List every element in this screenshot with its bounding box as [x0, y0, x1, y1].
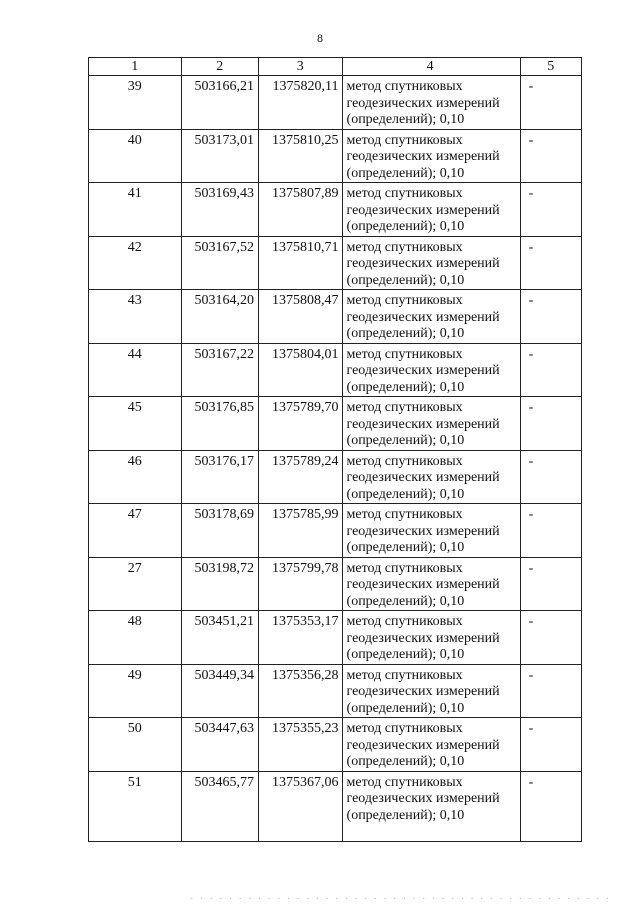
cell-point-number: 40 [89, 129, 182, 183]
header-row [89, 58, 582, 76]
cell-note: - [520, 290, 581, 344]
cell-coordinate-y: 1375355,23 [259, 718, 343, 772]
cell-method-accuracy: метод спутниковых геодезических измерений (определений); 0,10 [342, 129, 520, 183]
cell-method-accuracy: метод спутниковых геодезических измерений (определений); 0,10 [342, 718, 520, 772]
table-row [89, 236, 582, 290]
cell-coordinate-x: 503465,77 [181, 771, 258, 841]
cell-point-number: 46 [89, 450, 182, 504]
cell-coordinate-y: 1375820,11 [259, 76, 343, 130]
cell-coordinate-x: 503178,69 [181, 504, 258, 558]
cell-point-number: 47 [89, 504, 182, 558]
cell-coordinate-y: 1375808,47 [259, 290, 343, 344]
table-row [89, 343, 582, 397]
cell-method-accuracy: метод спутниковых геодезических измерений (определений); 0,10 [342, 771, 520, 841]
cell-point-number: 27 [89, 557, 182, 611]
bleed-through-text: ············································ [190, 893, 616, 905]
cell-coordinate-x: 503166,21 [181, 76, 258, 130]
cell-note: - [520, 343, 581, 397]
cell-coordinate-x: 503447,63 [181, 718, 258, 772]
cell-coordinate-y: 1375789,70 [259, 397, 343, 451]
cell-note: - [520, 611, 581, 665]
cell-coordinate-y: 1375810,71 [259, 236, 343, 290]
cell-coordinate-y: 1375810,25 [259, 129, 343, 183]
cell-method-accuracy: метод спутниковых геодезических измерений (определений); 0,10 [342, 290, 520, 344]
table-row [89, 611, 582, 665]
cell-note: - [520, 557, 581, 611]
cell-coordinate-y: 1375785,99 [259, 504, 343, 558]
cell-method-accuracy: метод спутниковых геодезических измерений (определений); 0,10 [342, 557, 520, 611]
cell-point-number: 42 [89, 236, 182, 290]
cell-method-accuracy: метод спутниковых геодезических измерений (определений); 0,10 [342, 236, 520, 290]
cell-note: - [520, 183, 581, 237]
cell-point-number: 39 [89, 76, 182, 130]
cell-coordinate-x: 503167,52 [181, 236, 258, 290]
coordinates-table [88, 57, 582, 842]
cell-note: - [520, 718, 581, 772]
cell-coordinate-y: 1375367,06 [259, 771, 343, 841]
cell-point-number: 43 [89, 290, 182, 344]
table-row [89, 183, 582, 237]
cell-method-accuracy: метод спутниковых геодезических измерений (определений); 0,10 [342, 397, 520, 451]
table-row [89, 718, 582, 772]
cell-method-accuracy: метод спутниковых геодезических измерений (определений); 0,10 [342, 450, 520, 504]
cell-note: - [520, 771, 581, 841]
cell-note: - [520, 504, 581, 558]
cell-point-number: 48 [89, 611, 182, 665]
header-col-2: 2 [181, 58, 258, 76]
cell-coordinate-x: 503449,34 [181, 664, 258, 718]
table-row [89, 76, 582, 130]
cell-coordinate-x: 503167,22 [181, 343, 258, 397]
cell-coordinate-y: 1375807,89 [259, 183, 343, 237]
cell-coordinate-x: 503164,20 [181, 290, 258, 344]
cell-coordinate-x: 503173,01 [181, 129, 258, 183]
cell-point-number: 45 [89, 397, 182, 451]
cell-coordinate-y: 1375799,78 [259, 557, 343, 611]
cell-coordinate-y: 1375804,01 [259, 343, 343, 397]
cell-method-accuracy: метод спутниковых геодезических измерений (определений); 0,10 [342, 183, 520, 237]
cell-note: - [520, 129, 581, 183]
cell-method-accuracy: метод спутниковых геодезических измерений (определений); 0,10 [342, 611, 520, 665]
cell-note: - [520, 397, 581, 451]
cell-method-accuracy: метод спутниковых геодезических измерений (определений); 0,10 [342, 664, 520, 718]
table-row [89, 504, 582, 558]
header-col-5: 5 [520, 58, 581, 76]
cell-coordinate-x: 503176,17 [181, 450, 258, 504]
cell-point-number: 49 [89, 664, 182, 718]
header-col-4: 4 [342, 58, 520, 76]
cell-coordinate-x: 503176,85 [181, 397, 258, 451]
cell-point-number: 50 [89, 718, 182, 772]
cell-method-accuracy: метод спутниковых геодезических измерений (определений); 0,10 [342, 343, 520, 397]
table-body [89, 76, 582, 842]
table-row [89, 771, 582, 841]
cell-point-number: 44 [89, 343, 182, 397]
table-header [89, 58, 582, 76]
cell-point-number: 41 [89, 183, 182, 237]
cell-coordinate-x: 503169,43 [181, 183, 258, 237]
cell-method-accuracy: метод спутниковых геодезических измерений (определений); 0,10 [342, 504, 520, 558]
cell-note: - [520, 236, 581, 290]
table-row [89, 290, 582, 344]
cell-coordinate-x: 503198,72 [181, 557, 258, 611]
table-row [89, 557, 582, 611]
cell-coordinate-y: 1375353,17 [259, 611, 343, 665]
table-row [89, 664, 582, 718]
cell-note: - [520, 76, 581, 130]
table-row [89, 129, 582, 183]
table-row [89, 397, 582, 451]
cell-note: - [520, 450, 581, 504]
page-number: 8 [317, 31, 323, 45]
header-col-3: 3 [259, 58, 343, 76]
cell-point-number: 51 [89, 771, 182, 841]
cell-coordinate-y: 1375356,28 [259, 664, 343, 718]
table-row [89, 450, 582, 504]
cell-note: - [520, 664, 581, 718]
cell-coordinate-x: 503451,21 [181, 611, 258, 665]
header-col-1: 1 [89, 58, 182, 76]
cell-coordinate-y: 1375789,24 [259, 450, 343, 504]
cell-method-accuracy: метод спутниковых геодезических измерений (определений); 0,10 [342, 76, 520, 130]
